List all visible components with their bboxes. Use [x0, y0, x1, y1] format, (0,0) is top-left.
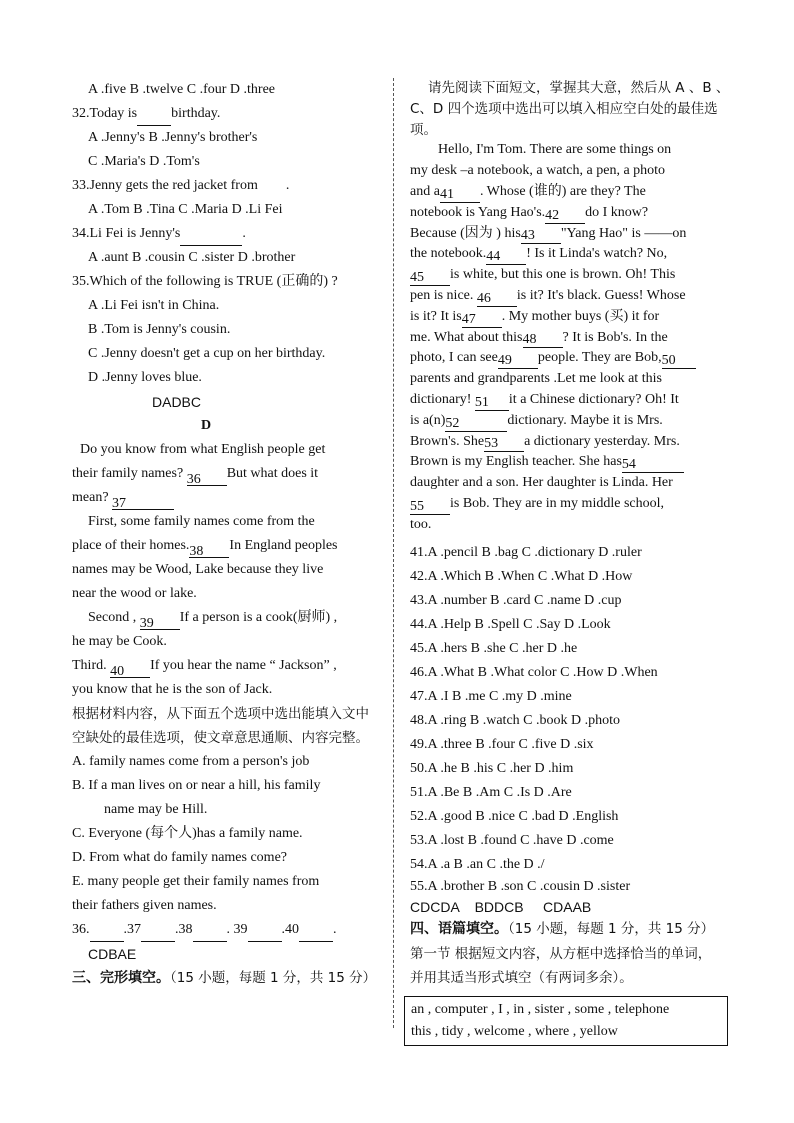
q44-options: 44.A .Help B .Spell C .Say D .Look [410, 616, 611, 632]
cloze-line-16: Brown is my English teacher. She has54 [410, 452, 730, 473]
q45-options: 45.A .hers B .she C .her D .he [410, 640, 578, 656]
cloze-line-10: me. What about this48 ? It is Bob's. In the [410, 329, 668, 348]
cloze-instruction-1: 请先阅读下面短文，掌握其大意，然后从 A 、B 、 [428, 80, 730, 96]
q32-stem: 32.Today is birthday. [72, 102, 380, 126]
option-d: D. From what do family names come? [72, 850, 288, 865]
option-b-2: name may be Hill. [104, 802, 208, 817]
q32-options-1: A .Jenny's B .Jenny's brother's [88, 130, 258, 145]
section-4-heading: 四、语篇填空。（15 小题，每题 1 分，共 15 分） [410, 920, 715, 937]
q52-options: 52.A .good B .nice C .bad D .English [410, 808, 619, 824]
cloze-line-7: 45 is white, but this one is brown. Oh! This [410, 267, 676, 285]
cloze-line-5: Because (因为 ) his43 "Yang Hao" is ——on [410, 225, 687, 244]
option-b-1: B. If a man lives on or near a hill, his family [72, 778, 321, 793]
cloze-line-12: parents and grandparents .Let me look at this [410, 371, 662, 387]
answers-c: DADBC [152, 394, 202, 410]
q35-stem: 35.Which of the following is TRUE (正确的) ? [72, 274, 338, 289]
right-column [410, 78, 730, 1046]
cloze-line-1: Hello, I'm Tom. There are some things on [438, 142, 672, 158]
column-divider [393, 78, 394, 1028]
option-c: C. Everyone (每个人)has a family name. [72, 826, 303, 841]
cloze-instruction-2: C、D 四个选项中选出可以填入相应空白处的最佳选 [410, 100, 718, 117]
part-1-instruction-1: 第一节 根据短文内容，从方框中选择恰当的单词， [410, 945, 712, 962]
q54-options: 54.A .a B .an C .the D ./ [410, 856, 545, 872]
passage-d-line-11: you know that he is the son of Jack. [72, 682, 273, 697]
answers-d: CDBAE [88, 946, 137, 962]
option-e-2: their fathers given names. [72, 898, 217, 913]
q33-stem: 33.Jenny gets the red jacket from . [72, 178, 290, 193]
q33-options: A .Tom B .Tina C .Maria D .Li Fei [88, 202, 283, 217]
q34-stem: 34.Li Fei is Jenny's . [72, 222, 380, 246]
word-bank-line-1: an , computer , I , in , sister , some , telephone [411, 1001, 670, 1017]
cloze-line-19: too. [410, 516, 432, 532]
q47-options: 47.A .I B .me C .my D .mine [410, 688, 572, 704]
passage-d-line-4: First, some family names come from the [88, 514, 315, 529]
left-column [72, 78, 380, 991]
q48-options: 48.A .ring B .watch C .book D .photo [410, 712, 620, 728]
section-3-heading: 三、完形填空。（15 小题，每题 1 分，共 15 分） [72, 970, 377, 986]
cloze-line-14: is a(n)52 dictionary. Maybe it is Mrs. [410, 412, 663, 431]
instruction-line-1: 根据材料内容，从下面五个选项中选出能填入文中 [72, 706, 369, 722]
q55-options: 55.A .brother B .son C .cousin D .sister [410, 878, 631, 894]
option-a: A. family names come from a person's job [72, 754, 310, 769]
word-bank-box [404, 996, 728, 1046]
passage-d-line-6: names may be Wood, Lake because they live [72, 562, 324, 577]
q53-options: 53.A .lost B .found C .have D .come [410, 832, 614, 848]
q31-options: A .five B .twelve C .four D .three [88, 82, 276, 97]
cloze-line-11: photo, I can see49 people. They are Bob,50 [410, 348, 730, 369]
cloze-line-18: 55 is Bob. They are in my middle school, [410, 495, 664, 514]
passage-d-line-2: their family names? 36 But what does it [72, 466, 319, 487]
q51-options: 51.A .Be B .Am C .Is D .Are [410, 784, 572, 800]
q35-option-c: C .Jenny doesn't get a cup on her birthday. [88, 346, 326, 361]
passage-d-line-3: mean? 37 [72, 486, 380, 510]
q42-options: 42.A .Which B .When C .What D .How [410, 568, 633, 584]
cloze-line-15: Brown's. She53 a dictionary yesterday. Mrs. [410, 433, 680, 452]
instruction-line-2: 空缺处的最佳选项，使文章意思通顺、内容完整。 [72, 730, 369, 746]
q50-options: 50.A .he B .his C .her D .him [410, 760, 574, 776]
q35-option-d: D .Jenny loves blue. [88, 370, 202, 385]
cloze-instruction-3: 项。 [410, 121, 437, 138]
part-1-instruction-2: 并用其适当形式填空（有两词多余）。 [410, 969, 633, 986]
cloze-line-8: pen is nice. 46 is it? It's black. Guess! Whose [410, 287, 686, 306]
passage-d-line-10: Third. 40 If you hear the name “ Jackson” , [72, 658, 337, 679]
cloze-line-2: my desk –a notebook, a watch, a pen, a photo [410, 163, 666, 179]
q34-options: A .aunt B .cousin C .sister D .brother [88, 250, 296, 265]
cloze-line-4: notebook is Yang Hao's.42 do I know? [410, 204, 649, 223]
answer-blanks: 36. .37 .38 . 39 .40 . [72, 918, 380, 942]
q46-options: 46.A .What B .What color C .How D .When [410, 664, 658, 680]
q49-options: 49.A .three B .four C .five D .six [410, 736, 594, 752]
cloze-line-3: and a41 . Whose (谁的) are they? The [410, 183, 646, 202]
word-bank-line-2: this , tidy , welcome , where , yellow [411, 1023, 618, 1039]
q35-option-b: B .Tom is Jenny's cousin. [88, 322, 231, 337]
cloze-answers: CDCDA BDDCB CDAAB [410, 898, 592, 915]
q35-option-a: A .Li Fei isn't in China. [88, 298, 220, 313]
q41-options: 41.A .pencil B .bag C .dictionary D .ruler [410, 544, 642, 560]
q32-options-2: C .Maria's D .Tom's [88, 154, 200, 169]
section-d-heading: D [200, 418, 212, 433]
cloze-line-13: dictionary! 51 it a Chinese dictionary? Oh! It [410, 391, 679, 410]
cloze-line-17: daughter and a son. Her daughter is Linda. Her [410, 475, 673, 491]
passage-d-line-5: place of their homes.38 In England peoples [72, 538, 338, 559]
q43-options: 43.A .number B .card C .name D .cup [410, 592, 622, 608]
passage-d-line-7: near the wood or lake. [72, 586, 197, 601]
passage-d-line-8: Second , 39 If a person is a cook(厨师) , [88, 610, 338, 631]
passage-d-line-9: he may be Cook. [72, 634, 167, 649]
option-e-1: E. many people get their family names from [72, 874, 320, 889]
cloze-line-6: the notebook.44 ! Is it Linda's watch? No, [410, 246, 668, 265]
cloze-line-9: is it? It is47 . My mother buys (买) it for [410, 308, 660, 327]
passage-d-line-1: Do you know from what English people get [80, 442, 326, 457]
